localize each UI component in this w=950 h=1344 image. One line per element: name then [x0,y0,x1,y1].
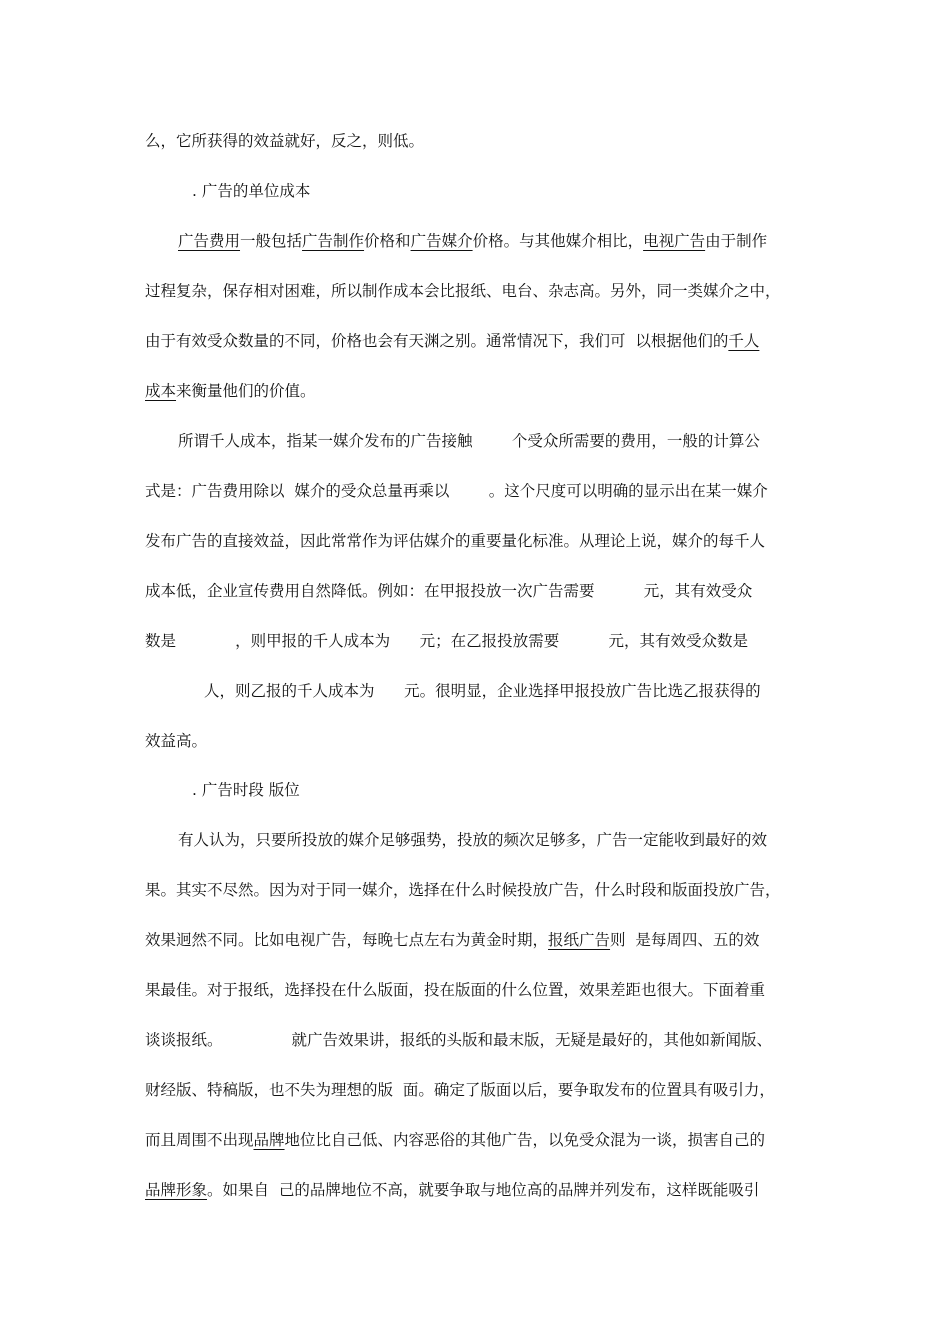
paragraph-line [178,231,767,251]
paragraph-line: 谈谈报纸。 就广告效果讲，报纸的头版和最末版，无疑是最好的，其他如新闻版、 [145,1031,772,1049]
paragraph-line: 人，则乙报的千人成本为 元。很明显，企业选择甲报投放广告比选乙报获得的 [204,682,761,700]
text-run: 由于有效受众数量的不同，价格也会有天渊之别。通常情况下，我们可 以根据他们的 [145,332,729,350]
hyperlink[interactable]: 广告费用 [178,232,241,250]
text-run: 而且周围不出现 [145,1131,254,1149]
paragraph-line: 效益高。 [145,732,208,750]
text-run: 则 是每周四、五的效 [610,931,760,949]
paragraph-line [145,1180,759,1200]
paragraph-line [145,930,759,950]
paragraph-line: 发布广告的直接效益，因此常常作为评估媒介的重要量化标准。从理论上说，媒介的每千人 [145,532,766,550]
text-run: 由于制作 [705,232,768,250]
paragraph-line: 么，它所获得的效益就好，反之，则低。 [145,132,425,150]
paragraph-line: 所谓千人成本，指某一媒介发布的广告接触 个受众所需要的费用，一般的计算公 [178,432,760,450]
text-run: 地位比自己低、内容恶俗的其他广告，以免受众混为一谈，损害自己的 [284,1131,766,1149]
hyperlink[interactable]: 品牌 [253,1131,285,1149]
paragraph-line: 果。其实不尽然。因为对于同一媒介，选择在什么时候投放广告，什么时段和版面投放广告， [145,881,781,899]
text-run: 效果迥然不同。比如电视广告，每晚七点左右为黄金时期， [145,931,549,949]
text-run: 价格和 [364,232,411,250]
hyperlink[interactable]: 电视广告 [643,232,706,250]
paragraph-line: 过程复杂，保存相对困难，所以制作成本会比报纸、电台、杂志高。另外，同一类媒介之中， [145,282,781,300]
text-run: 一般包括 [240,232,303,250]
hyperlink[interactable]: 千人 [728,332,760,350]
section-heading: . 广告时段 版位 [192,781,300,799]
paragraph-line: 成本低，企业宣传费用自然降低。例如：在甲报投放一次广告需要 元，其有效受众 [145,582,753,600]
text-run: 价格。与其他媒介相比， [472,232,644,250]
paragraph-line [145,1130,765,1150]
section-heading: . 广告的单位成本 [192,182,311,200]
hyperlink[interactable]: 广告媒介 [410,232,473,250]
paragraph-line: 数是 ，则甲报的千人成本为 元；在乙报投放需要 元，其有效受众数是 [145,632,748,650]
hyperlink[interactable]: 成本 [145,382,177,400]
paragraph-line: 式是：广告费用除以 媒介的受众总量再乘以 。这个尺度可以明确的显示出在某一媒介 [145,482,768,500]
paragraph-line [145,331,759,351]
hyperlink[interactable]: 广告制作 [302,232,365,250]
text-run: 来衡量他们的价值。 [176,382,316,400]
paragraph-line: 财经版、特稿版，也不失为理想的版 面。确定了版面以后，要争取发布的位置具有吸引力， [145,1081,775,1099]
hyperlink[interactable]: 报纸广告 [548,931,611,949]
hyperlink[interactable]: 品牌形象 [145,1181,208,1199]
paragraph-line: 果最佳。对于报纸，选择投在什么版面，投在版面的什么位置，效果差距也很大。下面着重 [145,981,766,999]
text-run: 。如果自 己的品牌地位不高，就要争取与地位高的品牌并列发布，这样既能吸引 [207,1181,760,1199]
paragraph-line: 有人认为，只要所投放的媒介足够强势，投放的频次足够多，广告一定能收到最好的效 [178,831,768,849]
paragraph-line [145,381,316,401]
